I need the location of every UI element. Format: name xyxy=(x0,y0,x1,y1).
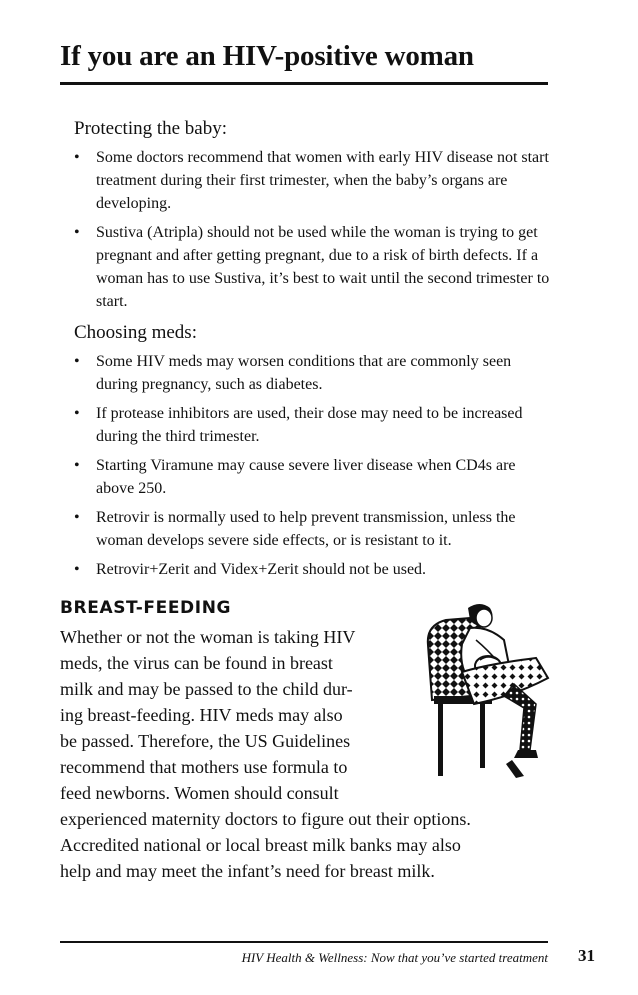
paragraph-line: experienced maternity doctors to figure out their options. xyxy=(60,809,471,829)
choosing-list xyxy=(74,350,554,587)
choosing-heading: Choosing meds: xyxy=(74,322,197,343)
list-item: • Some doctors recommend that women with early HIV disease not start treatment during their first trimester, when the baby’s organs are developing. xyxy=(74,146,554,215)
footer-rule xyxy=(60,941,548,943)
footer-text: HIV Health & Wellness: Now that you’ve started treatment xyxy=(241,950,548,965)
list-item: • If protease inhibitors are used, their dose may need to be increased during the third trimester. xyxy=(74,402,554,448)
protecting-heading: Protecting the baby: xyxy=(74,118,228,139)
title-rule xyxy=(60,82,548,85)
list-item: • Retrovir is normally used to help prevent transmission, unless the woman develops severe side effects, or is resistant to it. xyxy=(74,506,554,552)
list-item: • Retrovir+Zerit and Videx+Zerit should not be used. xyxy=(74,558,554,581)
page-number: 31 xyxy=(578,946,595,965)
list-item: • Some HIV meds may worsen conditions that are commonly seen during pregnancy, such as diabetes. xyxy=(74,350,554,396)
paragraph-line: milk and may be passed to the child dur- xyxy=(60,679,353,699)
paragraph-line: Accredited national or local breast milk banks may also xyxy=(60,835,461,855)
list-item: • Sustiva (Atripla) should not be used while the woman is trying to get pregnant and after getting pregnant, due to a risk of birth defects. If a woman has to use Sustiva, it’s best to wait until the second trimester to start. xyxy=(74,221,554,313)
breastfeeding-mother-illustration xyxy=(418,600,558,780)
list-item: • Starting Viramune may cause severe liver disease when CD4s are above 250. xyxy=(74,454,554,500)
protecting-list xyxy=(74,146,554,319)
paragraph-line: recommend that mothers use formula to xyxy=(60,757,348,777)
breastfeeding-heading: BREAST-FEEDING xyxy=(60,598,232,618)
paragraph-line: feed newborns. Women should consult xyxy=(60,783,339,803)
paragraph-line: Whether or not the woman is taking HIV xyxy=(60,627,356,647)
paragraph-line: meds, the virus can be found in breast xyxy=(60,653,333,673)
paragraph-line: help and may meet the infant’s need for breast milk. xyxy=(60,861,435,881)
paragraph-line: be passed. Therefore, the US Guidelines xyxy=(60,731,351,751)
page-title: If you are an HIV-positive woman xyxy=(60,40,474,72)
paragraph-line: ing breast-feeding. HIV meds may also xyxy=(60,705,343,725)
breastfeeding-paragraph xyxy=(60,624,471,884)
